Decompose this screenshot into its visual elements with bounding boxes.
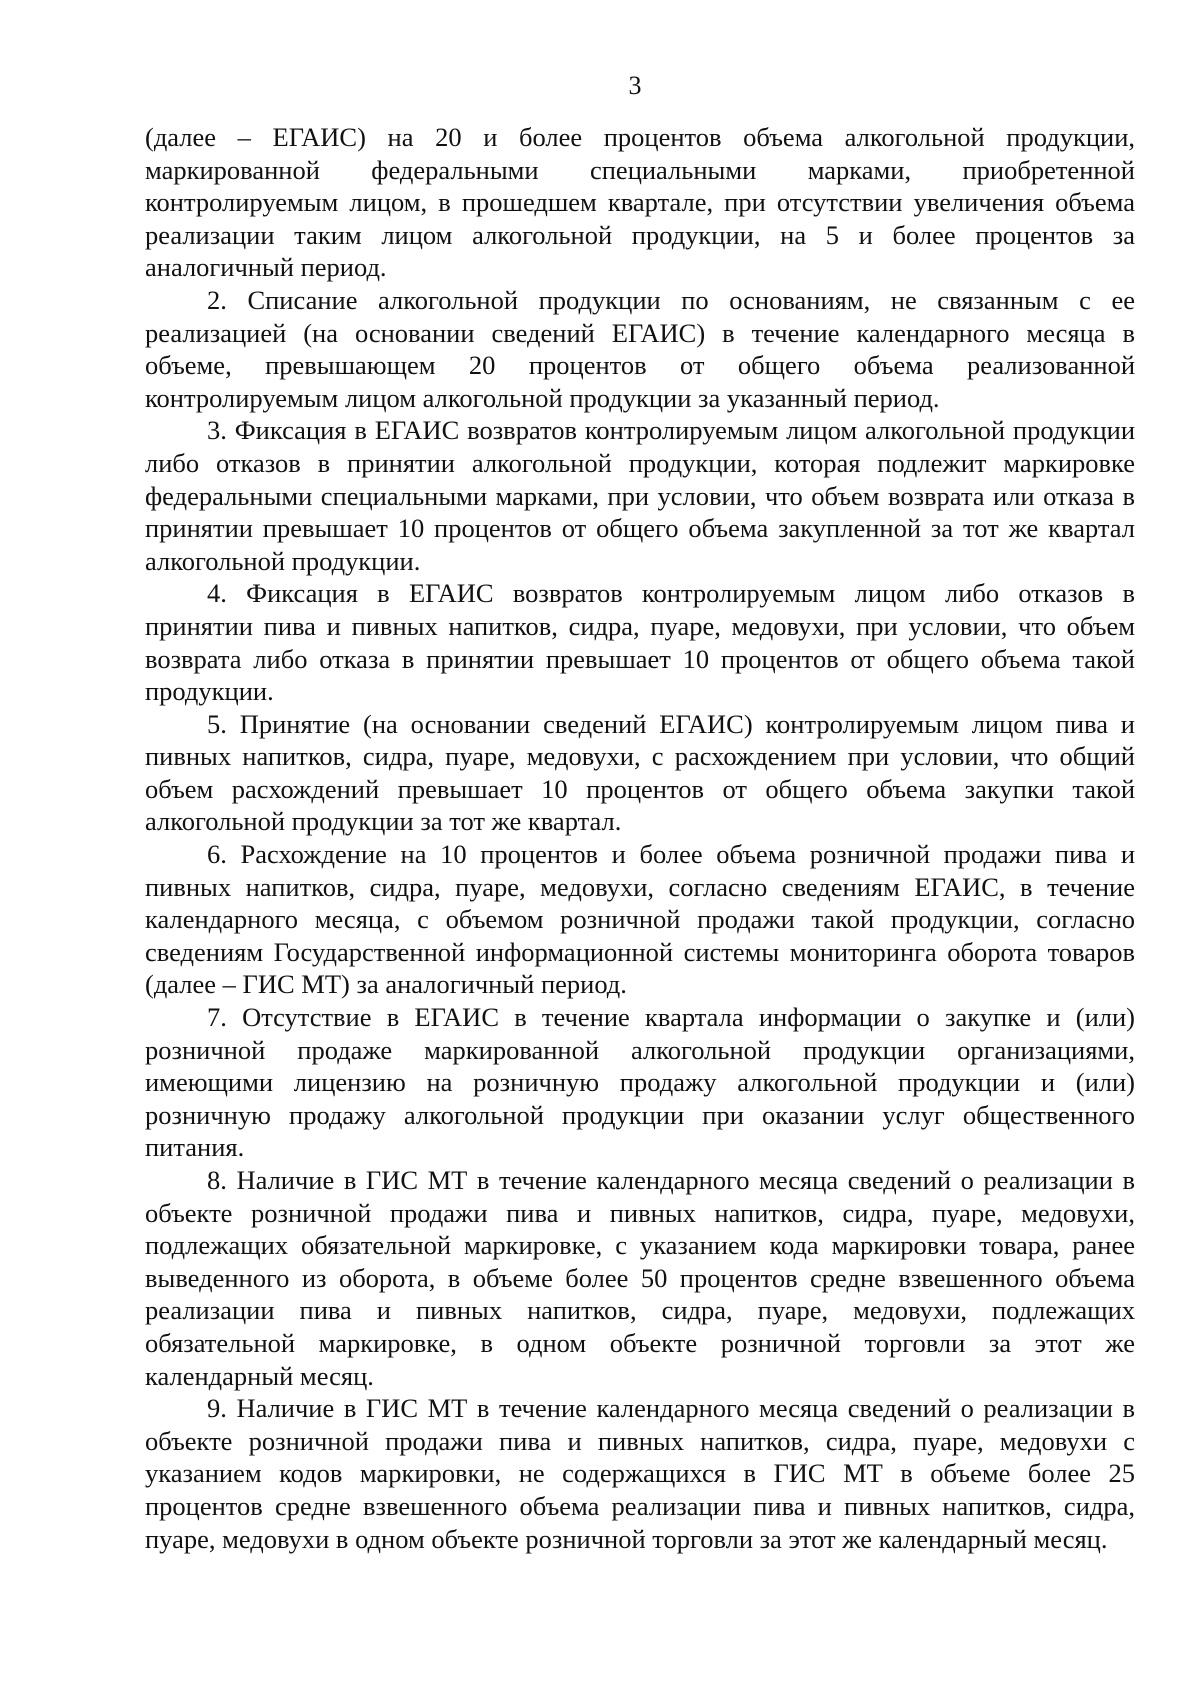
paragraph-item-5: 5. Принятие (на основании сведений ЕГАИС) контролируемым лицом пива и пивных напитков, сидра, пуаре, медовухи, с расхождением при условии, что общий объем расхождений превышает 10 процентов от общего объема закупки такой алкогольной продукции за тот же квартал. — [145, 708, 1135, 837]
paragraph-item-4: 4. Фиксация в ЕГАИС возвратов контролируемым лицом либо отказов в принятии пива и пивных напитков, сидра, пуаре, медовухи, при условии, что объем возврата либо отказа в принятии превышает 10 процентов от общего объема такой продукции. — [145, 578, 1135, 707]
paragraph-item-3: 3. Фиксация в ЕГАИС возвратов контролируемым лицом алкогольной продукции либо отказов в принятии алкогольной продукции, которая подлежит маркировке федеральными специальными марками, при условии, что объем возврата или отказа в принятии превышает 10 процентов от общего объема закупленной за тот же квартал алкогольной продукции. — [145, 415, 1135, 576]
paragraph-item-7: 7. Отсутствие в ЕГАИС в течение квартала информации о закупке и (или) розничной продаже маркированной алкогольной продукции организациями, имеющими лицензию на розничную продажу алкогольной продукции и (или) розничную продажу алкогольной продукции при оказании услуг общественного питания. — [145, 1002, 1135, 1163]
paragraph-item-2: 2. Списание алкогольной продукции по основаниям, не связанным с ее реализацией (на основании сведений ЕГАИС) в течение календарного месяца в объеме, превышающем 20 процентов от общего объема реализованной контролируемым лицом алкогольной продукции за указанный период. — [145, 284, 1135, 413]
page-number: 3 — [628, 71, 642, 100]
paragraph-continuation: (далее – ЕГАИС) на 20 и более процентов объема алкогольной продукции, маркированной федеральными специальными марками, приобретенной контролируемым лицом, в прошедшем квартале, при отсутствии увеличения объема реализации таким лицом алкогольной продукции, на 5 и более процентов за аналогичный период. — [145, 122, 1135, 283]
paragraph-item-8: 8. Наличие в ГИС МТ в течение календарного месяца сведений о реализации в объекте розничной продажи пива и пивных напитков, сидра, пуаре, медовухи, подлежащих обязательной маркировке, с указанием кода маркировки товара, ранее выведенного из оборота, в объеме более 50 процентов средне взвешенного объема реализации пива и пивных напитков, сидра, пуаре, медовухи, подлежащих обязательной маркировке, в одном объекте розничной торговли за этот же календарный месяц. — [145, 1165, 1135, 1391]
paragraph-item-6: 6. Расхождение на 10 процентов и более объема розничной продажи пива и пивных напитков, сидра, пуаре, медовухи, согласно сведениям ЕГАИС, в течение календарного месяца, с объемом розничной продажи такой продукции, согласно сведениям Государственной информационной системы мониторинга оборота товаров (далее – ГИС МТ) за аналогичный период. — [145, 839, 1135, 1000]
paragraph-item-9: 9. Наличие в ГИС МТ в течение календарного месяца сведений о реализации в объекте розничной продажи пива и пивных напитков, сидра, пуаре, медовухи с указанием кодов маркировки, не содержащихся в ГИС МТ в объеме более 25 процентов средне взвешенного объема реализации пива и пивных напитков, сидра, пуаре, медовухи в одном объекте розничной торговли за этот же календарный месяц. — [145, 1393, 1135, 1554]
document-body — [145, 121, 1135, 1555]
